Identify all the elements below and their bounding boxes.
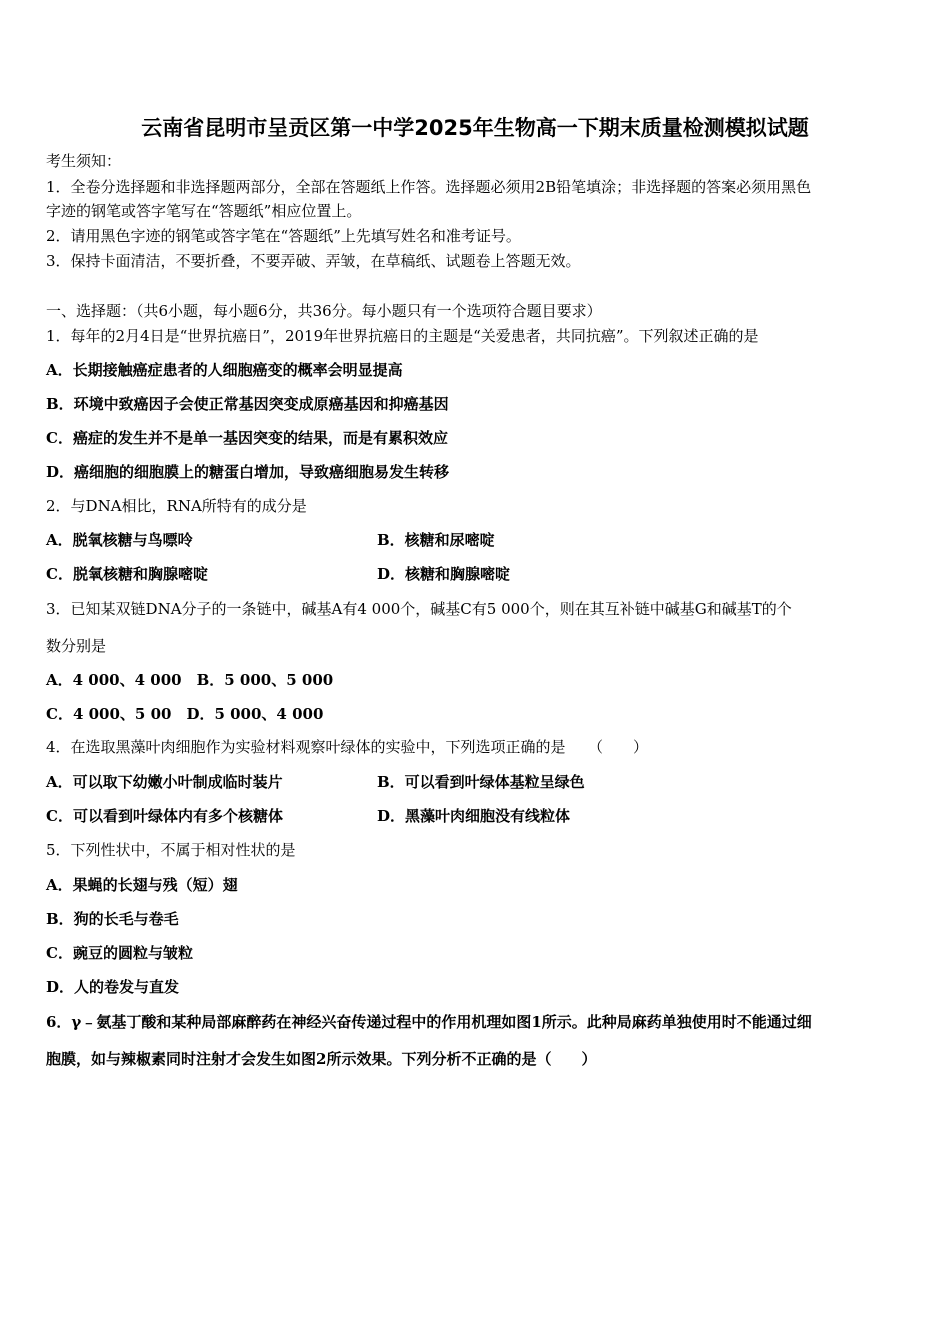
q4-option-b: B．可以看到叶绿体基粒呈绿色	[377, 773, 585, 791]
q2-options-row-1	[46, 530, 906, 550]
q2-option-a: A．脱氧核糖与鸟嘌呤	[46, 531, 193, 549]
page-title: 云南省昆明市呈贡区第一中学2025年生物高一下期末质量检测模拟试题	[141, 116, 809, 140]
question-4-stem: 4．在选取黑藻叶肉细胞作为实验材料观察叶绿体的实验中，下列选项正确的是 （ ）	[46, 738, 649, 756]
q4-option-d: D．黑藻叶肉细胞没有线粒体	[377, 807, 571, 825]
q2-option-d: D．核糖和胸腺嘧啶	[377, 565, 511, 583]
section-heading: 一、选择题：（共6小题，每小题6分，共36分。每小题只有一个选项符合题目要求）	[46, 302, 602, 320]
question-3-stem-cont: 数分别是	[46, 637, 107, 655]
q3-options-ab: A．4 000、4 000 B．5 000、5 000	[46, 671, 334, 689]
q1-option-a: A．长期接触癌症患者的人细胞癌变的概率会明显提高	[46, 361, 403, 379]
q3-options-cd: C．4 000、5 00 D．5 000、4 000	[46, 705, 324, 723]
notice-heading: 考生须知：	[46, 152, 122, 170]
question-6-stem: 6．γ﹣氨基丁酸和某种局部麻醉药在神经兴奋传递过程中的作用机理如图1所示。此种局麻药单独使用时不能通过细	[46, 1013, 812, 1031]
q4-option-a: A．可以取下幼嫩小叶制成临时装片	[46, 773, 283, 791]
question-5-stem: 5．下列性状中，不属于相对性状的是	[46, 841, 296, 859]
question-6-stem-cont: 胞膜，如与辣椒素同时注射才会发生如图2所示效果。下列分析不正确的是（ ）	[46, 1050, 597, 1068]
q5-option-a: A．果蝇的长翅与残（短）翅	[46, 876, 238, 894]
q1-option-d: D．癌细胞的细胞膜上的糖蛋白增加，导致癌细胞易发生转移	[46, 463, 450, 481]
q2-option-b: B．核糖和尿嘧啶	[377, 531, 495, 549]
q2-option-c: C．脱氧核糖和胸腺嘧啶	[46, 565, 208, 583]
q4-option-c: C．可以看到叶绿体内有多个核糖体	[46, 807, 283, 825]
q5-option-b: B．狗的长毛与卷毛	[46, 910, 179, 928]
q1-option-c: C．癌症的发生并不是单一基因突变的结果，而是有累积效应	[46, 429, 448, 447]
notice-item: 2．请用黑色字迹的钢笔或答字笔在“答题纸”上先填写姓名和准考证号。	[46, 227, 521, 245]
q5-option-c: C．豌豆的圆粒与皱粒	[46, 944, 193, 962]
q4-options-row-2	[46, 806, 906, 826]
notice-item: 3．保持卡面清洁，不要折叠，不要弄破、弄皱，在草稿纸、试题卷上答题无效。	[46, 252, 581, 270]
question-2-stem: 2．与DNA相比，RNA所特有的成分是	[46, 497, 307, 515]
notice-item: 1．全卷分选择题和非选择题两部分，全部在答题纸上作答。选择题必须用2B铅笔填涂；非选择题的答案必须用黑色	[46, 178, 812, 196]
question-1-stem: 1．每年的2月4日是“世界抗癌日”，2019年世界抗癌日的主题是“关爱患者，共同抗癌”。下列叙述正确的是	[46, 327, 759, 345]
q2-options-row-2	[46, 564, 906, 584]
q1-option-b: B．环境中致癌因子会使正常基因突变成原癌基因和抑癌基因	[46, 395, 449, 413]
notice-item: 字迹的钢笔或答字笔写在“答题纸”相应位置上。	[46, 202, 362, 220]
q4-options-row-1	[46, 772, 906, 792]
q5-option-d: D．人的卷发与直发	[46, 978, 180, 996]
question-3-stem: 3．已知某双链DNA分子的一条链中，碱基A有4 000个，碱基C有5 000个，则在其互补链中碱基G和碱基T的个	[46, 600, 792, 618]
